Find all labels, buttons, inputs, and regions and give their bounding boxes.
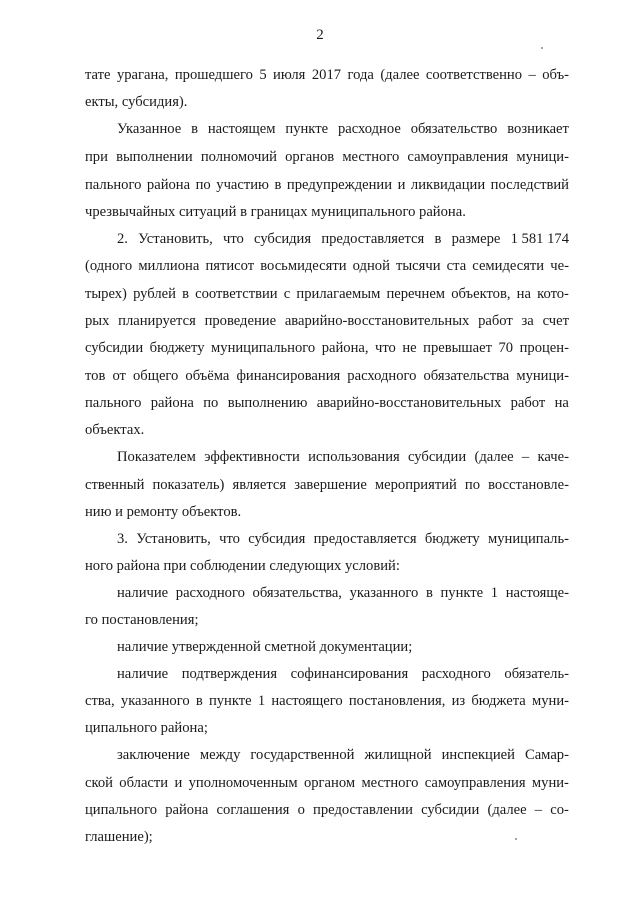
word: предупреждении [286,177,393,193]
word: соответственно [425,67,523,83]
text-line [117,530,569,548]
word: обязатель- [504,666,569,682]
word: субсидия [248,531,306,547]
text-line [85,285,569,303]
word: расходного [175,585,245,601]
text-line [85,421,144,439]
word: при [85,149,108,165]
word: местного [342,149,400,165]
word: муниципаль- [488,531,569,547]
word: в [434,231,442,247]
word: 1 [257,693,266,709]
word: тов [85,368,106,384]
word: области [119,775,169,791]
word: не [402,340,417,356]
word: муници- [516,368,569,384]
word: за [521,313,534,329]
word: пального [85,177,142,193]
line-text: ного района при соблюдении следующих условий: [85,558,400,574]
word: рых [85,313,110,329]
word: заключение [117,747,190,763]
word: ства, [85,693,115,709]
word: постановления, [348,693,446,709]
word: завершение [294,477,367,493]
word: района [165,802,209,818]
word: эффективности [204,449,300,465]
text-line [85,176,569,194]
text-line [85,312,569,330]
text-line [85,774,569,792]
word: в [182,286,189,302]
word: уполномоченным [188,775,298,791]
word: настоящем [207,121,276,137]
text-line [85,611,199,629]
word: настояще- [505,585,569,601]
word: ской [85,775,113,791]
text-line [85,257,569,275]
word: субсидии [421,802,480,818]
word: 3. [117,531,128,547]
word: аварийно-восстановительных [316,395,502,411]
word: расходного [421,666,491,682]
word: объектов, [451,286,511,302]
word: последствий [490,177,569,193]
word: размере [451,231,501,247]
word: подтверждения [181,666,278,682]
word: планируется [118,313,196,329]
word: ственный [85,477,145,493]
word: (далее [474,449,514,465]
word: семидесяти [472,258,545,274]
line-text: го постановления; [85,612,199,628]
word: че- [550,258,569,274]
word: тате [85,67,111,83]
word: 2. [117,231,128,247]
word: Установить, [136,531,211,547]
word: по [195,177,211,193]
word: пункте [440,585,484,601]
word: полномочий [200,149,277,165]
word: обязательства, [252,585,342,601]
word: финансирования [236,368,341,384]
word: инспекцией [441,747,515,763]
word: 2017 [311,67,342,83]
word: 1 [490,585,499,601]
word: наличие [117,585,169,601]
word: настоящего [271,693,343,709]
word: пункте [208,693,252,709]
text-line [117,638,412,656]
word: восстановле- [488,477,569,493]
line-text: объектах. [85,422,145,438]
word: превышает [423,340,492,356]
word: июля [273,67,306,83]
word: ликвидации [410,177,486,193]
word: тысячи [396,258,441,274]
word: выполнении [116,149,193,165]
word: по [203,395,219,411]
word: обязательства [423,368,510,384]
text-line [85,148,569,166]
word: работ [478,313,513,329]
word: прилагаемым [296,286,381,302]
text-line [117,584,569,602]
word: муни- [531,693,569,709]
word: в [425,585,433,601]
word: Установить, [138,231,213,247]
word: – [521,449,530,465]
word: 70 [498,340,514,356]
word: бюджету [149,340,205,356]
word: показатель) [152,477,225,493]
text-line [85,828,153,846]
word: проведение [204,313,277,329]
word: миллиона [138,258,200,274]
word: бюджета [471,693,526,709]
word: перечнем [386,286,446,302]
word: от [112,368,126,384]
word: предоставлении [313,802,413,818]
word: использования [308,449,400,465]
line-text: наличие утвержденной сметной документации; [117,639,413,655]
word: района [150,395,194,411]
word: предоставляется [321,231,425,247]
text-line [85,367,569,385]
word: тырех) [85,286,127,302]
word: местного [361,775,419,791]
word: одной [352,258,390,274]
text-line [117,448,569,466]
word: муниципального [211,340,316,356]
text-line [117,746,569,764]
text-line [85,66,569,84]
word: района [146,177,191,193]
word: 5 [259,67,267,83]
word: органом [303,775,356,791]
line-text: нию и ремонту объектов. [85,504,242,520]
word: на [516,286,531,302]
word: выполнению [227,395,308,411]
word: восьмидесяти [260,258,347,274]
scan-speck [515,838,517,840]
word: указанного [120,693,190,709]
word: пункте [285,121,329,137]
word: каче- [537,449,569,465]
text-line [85,692,569,710]
line-text: глашение); [85,829,153,845]
word: соглашения [216,802,290,818]
word: что [222,231,244,247]
word: (далее [380,67,420,83]
word: ципального [85,802,157,818]
word: государственной [250,747,355,763]
word: прошедшего [174,67,253,83]
text-line [85,394,569,412]
word: в [191,121,198,137]
word: расходного [347,368,417,384]
word: со- [550,802,569,818]
word: Самар- [524,747,569,763]
word: в [195,693,203,709]
word: софинансирования [290,666,409,682]
word: Показателем [117,449,196,465]
word: мероприятий [374,477,457,493]
word: общего [132,368,179,384]
word: расходное [337,121,401,137]
word: и [397,177,406,193]
word: самоуправления [407,149,509,165]
word: Указанное [117,121,182,137]
word: самоуправления [424,775,526,791]
word: является [232,477,287,493]
text-line [85,801,569,819]
text-line [117,120,569,138]
text-line [85,476,569,494]
word: что [219,531,240,547]
word: района, [321,340,369,356]
line-text: ципального района; [85,720,208,736]
word: – [534,802,543,818]
text-line [85,203,466,221]
text-line [117,230,569,248]
word: объ- [542,67,569,83]
word: объёма [185,368,230,384]
word: указанного [349,585,419,601]
word: бюджету [424,531,480,547]
word: между [199,747,241,763]
word: на [554,395,569,411]
word: что [375,340,396,356]
word: в [274,177,282,193]
word: кото- [537,286,569,302]
word: соответствии [195,286,278,302]
text-line [85,93,187,111]
text-line [85,557,400,575]
word: ста [446,258,467,274]
word: о [297,802,305,818]
word: пятисот [205,258,255,274]
word: обязательство [410,121,498,137]
word: процен- [519,340,569,356]
word: субсидии [85,340,144,356]
word: и [174,775,183,791]
text-line [85,719,208,737]
word: пального [85,395,142,411]
word: из [451,693,466,709]
word: года [347,67,374,83]
word: работ [510,395,546,411]
word: муници- [516,149,569,165]
word: счет [542,313,569,329]
word: урагана, [116,67,169,83]
word: муни- [531,775,569,791]
word: субсидии [408,449,467,465]
line-text: екты, субсидия). [85,94,188,110]
text-line [85,339,569,357]
word: аварийно-восстановительных [284,313,470,329]
word: – [528,67,536,83]
word: участию [216,177,269,193]
word: возникает [507,121,569,137]
scan-speck [541,47,543,49]
word: по [464,477,480,493]
word: (далее [487,802,527,818]
text-line [117,665,569,683]
text-line [85,503,241,521]
word: жилищной [364,747,432,763]
line-text: чрезвычайных ситуаций в границах муниципального района. [85,204,466,220]
word: предоставляется [313,531,417,547]
page-number: 2 [316,27,324,43]
word: наличие [117,666,169,682]
word: рублей [133,286,176,302]
word: с [283,286,291,302]
word: органов [285,149,335,165]
word: 1 581 174 [510,231,569,247]
word: (одного [85,258,133,274]
word: субсидия [254,231,312,247]
